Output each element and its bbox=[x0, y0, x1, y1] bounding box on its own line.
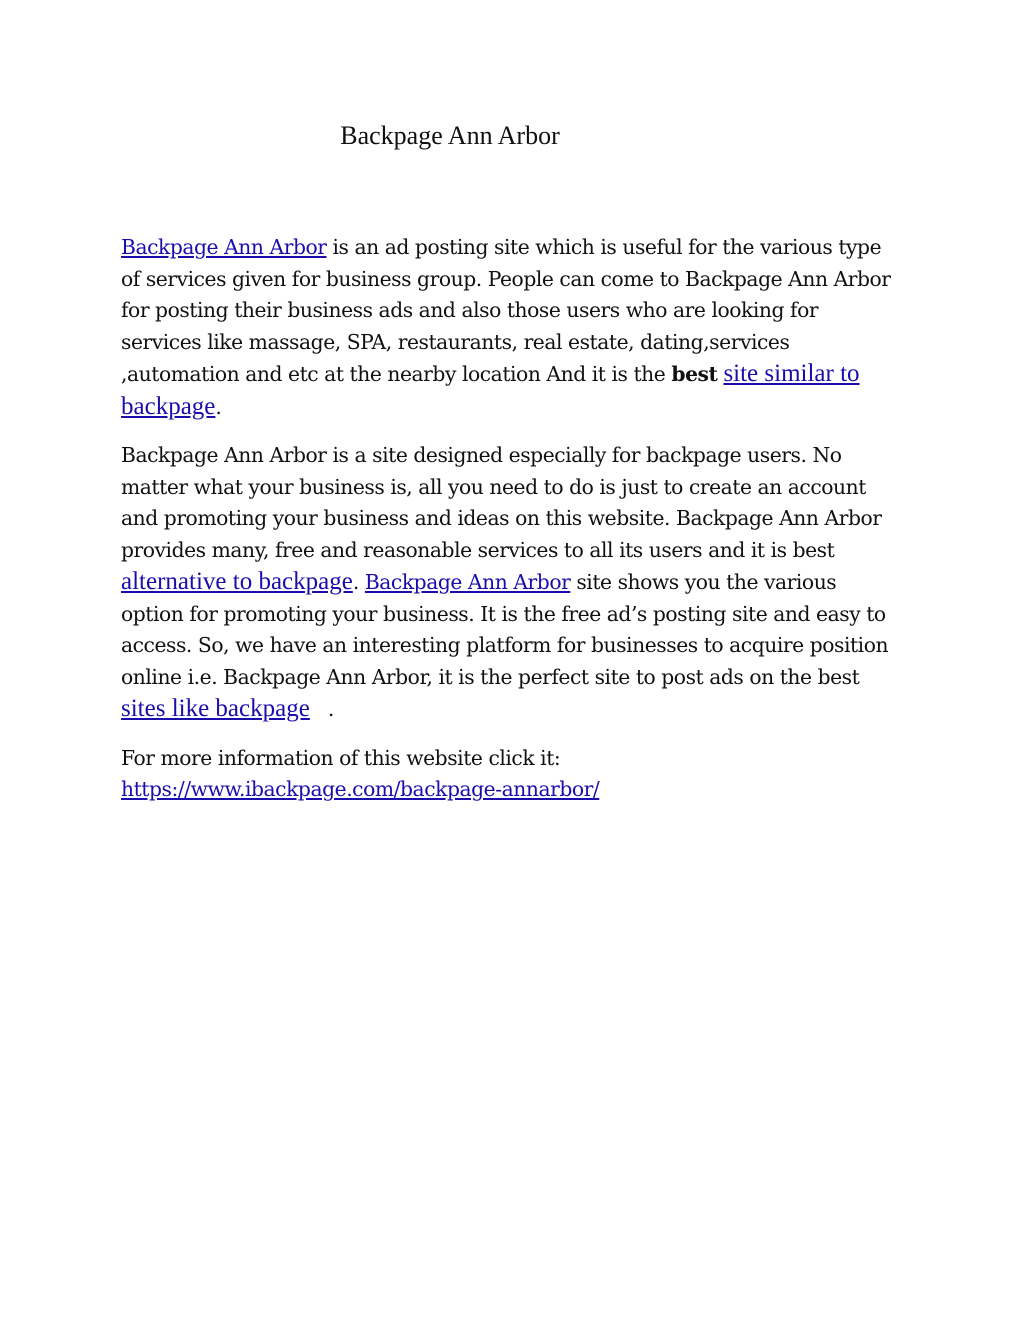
alternative-to-backpage-link[interactable]: alternative to backpage bbox=[121, 568, 353, 595]
title-text: Backpage Ann Arbor bbox=[340, 121, 560, 150]
document-body bbox=[121, 232, 899, 823]
backpage-ann-arbor-link-2[interactable]: Backpage Ann Arbor bbox=[364, 570, 571, 594]
paragraph-3 bbox=[121, 743, 899, 806]
best-bold-text: best bbox=[671, 362, 718, 386]
paragraph-1 bbox=[121, 232, 899, 423]
paragraph-2 bbox=[121, 440, 899, 726]
paragraph-1-text: is an ad posting site which is useful for the various type of services given for business group. People can come to Backpage Ann Arbor for posting their business ads and also those users who are looking for services like massage, SPA, restaurants, real estate, dating,services ,automation and etc at the nearby location And it is the bbox=[121, 235, 891, 386]
page-title bbox=[0, 121, 900, 151]
backpage-ann-arbor-link[interactable]: Backpage Ann Arbor bbox=[121, 235, 327, 259]
site-similar-to-backpage-link[interactable]: site similar to backpage bbox=[121, 360, 860, 420]
paragraph-2-text-3: site shows you the various option for promoting your business. It is the free ad’s posting site and easy to access. So, we have an interesting platform for businesses to acquire position online i.e. Backpage Ann Arbor, it is the perfect site to post ads on the best bbox=[121, 570, 889, 689]
sites-like-backpage-link[interactable]: sites like backpage bbox=[121, 695, 310, 722]
paragraph-2-text-1: Backpage Ann Arbor is a site designed especially for backpage users. No matter what your business is, all you need to do is just to create an account and promoting your business and ideas on this website. Backpage Ann Arbor provides many, free and reasonable services to all its users and it is best bbox=[121, 443, 882, 562]
website-url-link[interactable]: https://www.ibackpage.com/backpage-annarbor/ bbox=[121, 777, 600, 801]
more-info-text: For more information of this website click it: bbox=[121, 745, 561, 770]
paragraph-2-text-2: . bbox=[352, 570, 365, 594]
paragraph-1-end: . bbox=[215, 394, 222, 419]
paragraph-2-end: . bbox=[309, 697, 334, 721]
